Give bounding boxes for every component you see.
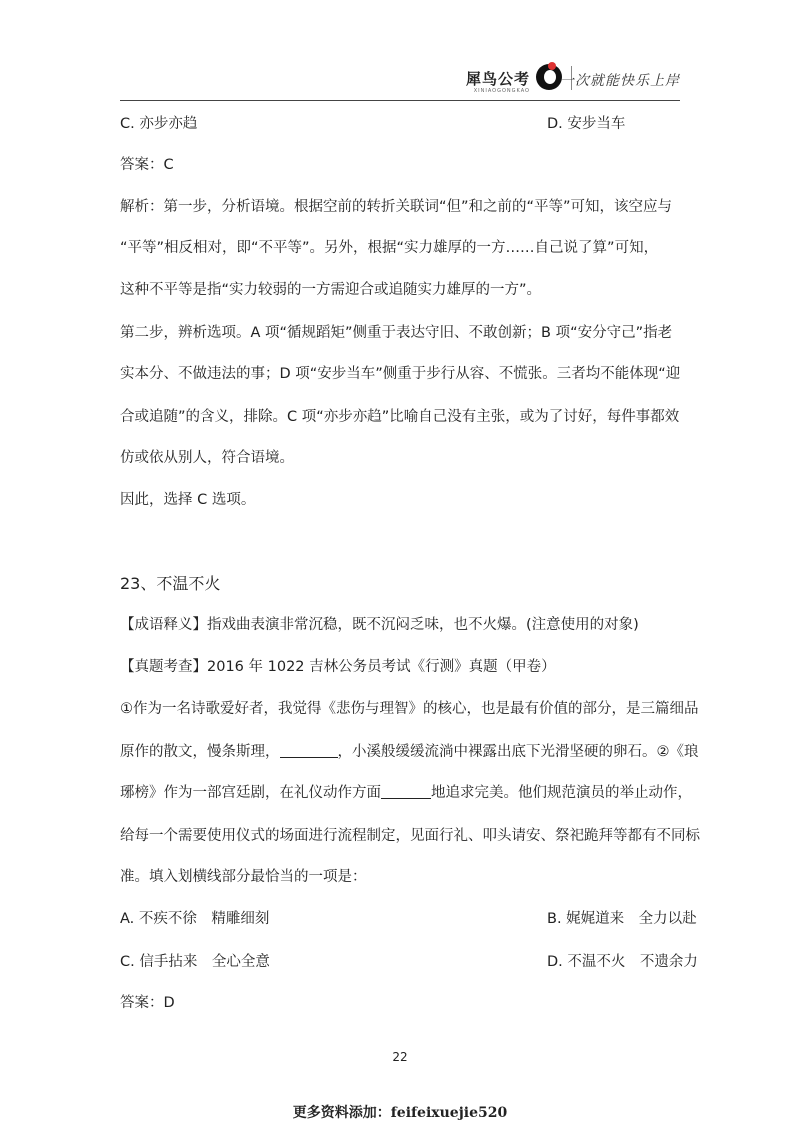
q23-stem-text: 琊榜》作为一部宫廷剧，在礼仪动作方面: [120, 785, 381, 801]
q23-stem-text: ，小溪般缓缓流淌中裸露出底下光滑坚硬的卵石。②《琅: [337, 744, 699, 760]
q23-stem-text: 原作的散文，慢条斯理，: [120, 744, 280, 760]
fill-blank: [381, 784, 431, 799]
footer-note: 更多资料添加：feifeixuejie520: [292, 1105, 508, 1121]
q23-options-ab: [120, 909, 697, 929]
slogan: 一次就能快乐上岸: [560, 73, 680, 89]
fill-blank: [280, 743, 338, 758]
q23-stem-line: [120, 783, 692, 803]
brand-name: 犀鸟公考: [465, 70, 530, 88]
q22-option-c: C. 亦步亦趋: [120, 116, 198, 132]
q23-option-a: A. 不疾不徐 精雕细刻: [120, 911, 270, 927]
logo-accent-icon: [548, 62, 556, 70]
q23-title: 23、不温不火: [120, 574, 221, 593]
q23-stem-line: [120, 742, 699, 762]
q22-analysis-line: “平等”相反相对，即“不平等”。另外，根据“实力雄厚的一方……自己说了算”可知，: [120, 240, 659, 256]
q22-analysis-line: 这种不平等是指“实力较弱的一方需迎合或追随实力雄厚的一方”。: [120, 282, 542, 298]
q23-stem-line: 给每一个需要使用仪式的场面进行流程制定，见面行礼、叩头请安、祭祀跪拜等都有不同标: [120, 828, 700, 844]
q23-stem-line: 准。填入划横线部分最恰当的一项是：: [120, 869, 367, 885]
q23-answer: 答案：D: [120, 995, 175, 1011]
q23-stem-text: 地追求完美。他们规范演员的举止动作，: [431, 785, 692, 801]
q23-option-b: B. 娓娓道来 全力以赴: [547, 911, 697, 927]
q23-options-cd: [120, 952, 698, 972]
q22-conclusion: 因此，选择 C 选项。: [120, 492, 256, 508]
page-header: [120, 58, 680, 101]
q23-stem-line: ①作为一名诗歌爱好者，我觉得《悲伤与理智》的核心，也是最有价值的部分，是三篇细品: [120, 701, 699, 717]
q23-option-d: D. 不温不火 不遗余力: [547, 954, 698, 970]
q22-analysis-line: 解析：第一步，分析语境。根据空前的转折关联词“但”和之前的“平等”可知，该空应与: [120, 199, 673, 215]
q22-analysis-line: 第二步，辨析选项。A 项“循规蹈矩”侧重于表达守旧、不敢创新；B 项“安分守己”指老: [120, 325, 673, 341]
q22-answer: 答案：C: [120, 157, 174, 173]
q22-analysis-line: 仿或依从别人，符合语境。: [120, 450, 294, 466]
brand-subtitle: XINIAOGONGKAO: [473, 88, 530, 94]
q22-analysis-line: 合或追随”的含义，排除。C 项“亦步亦趋”比喻自己没有主张，或为了讨好，每件事都效: [120, 409, 680, 425]
q22-option-d: D. 安步当车: [547, 116, 626, 132]
q23-meaning: 【成语释义】指戏曲表演非常沉稳，既不沉闷乏味，也不火爆。(注意使用的对象): [120, 617, 639, 633]
page-number: 22: [392, 1050, 408, 1064]
q23-source: 【真题考查】2016 年 1022 吉林公务员考试《行测》真题（甲卷）: [120, 659, 556, 675]
q23-option-c: C. 信手拈来 全心全意: [120, 954, 270, 970]
q22-options-cd: [120, 114, 626, 134]
q22-analysis-line: 实本分、不做违法的事；D 项“安步当车”侧重于步行从容、不慌张。三者均不能体现“迎: [120, 366, 681, 382]
